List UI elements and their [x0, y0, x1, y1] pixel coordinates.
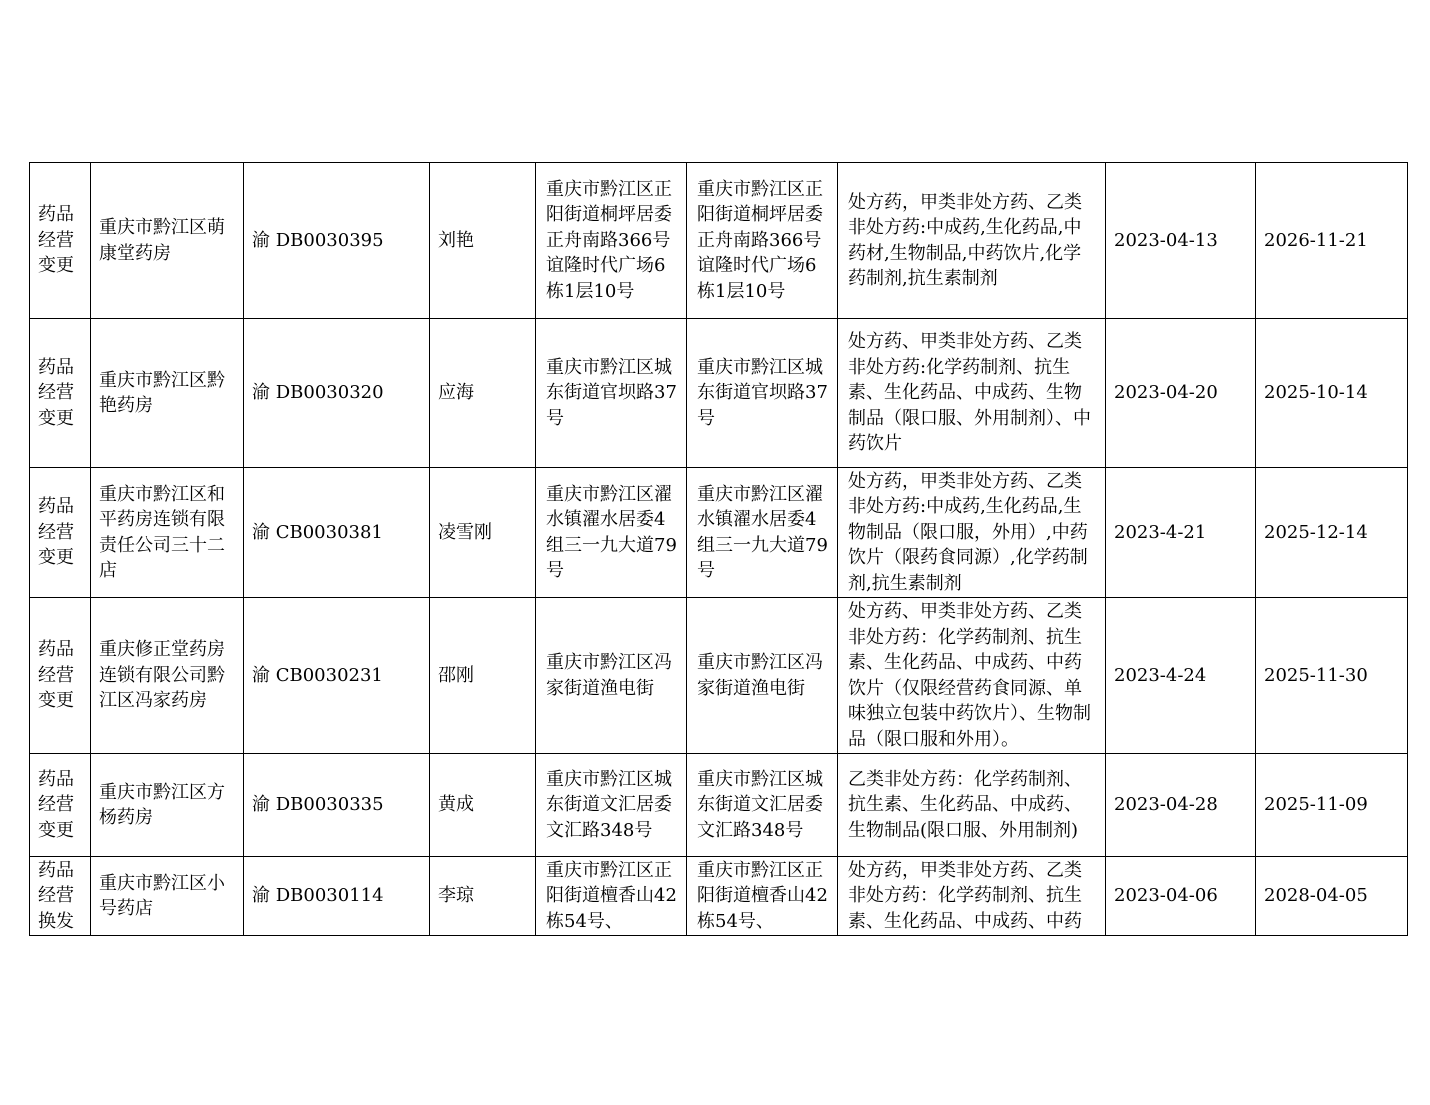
company-name-cell: 重庆市黔江区黔艳药房	[91, 319, 244, 468]
business-scope-cell: 乙类非处方药：化学药制剂、抗生素、生化药品、中成药、生物制品(限口服、外用制剂)	[838, 754, 1106, 857]
registered-address-cell: 重庆市黔江区城东街道文汇居委文汇路348号	[536, 754, 687, 857]
company-name-cell: 重庆修正堂药房连锁有限公司黔江区冯家药房	[91, 598, 244, 754]
legal-person-text: 李琼	[438, 885, 474, 907]
license-type-cell: 药品经营变更	[30, 319, 91, 468]
license-number-cell: 渝 DB0030335	[244, 754, 430, 857]
license-type-cell: 药品经营变更	[30, 468, 91, 598]
business-address-cell: 重庆市黔江区正阳街道桐坪居委正舟南路366号谊隆时代广场6栋1层10号	[687, 163, 838, 319]
expiry-date-cell: 2025-12-14	[1256, 468, 1408, 598]
company-name-cell: 重庆市黔江区方杨药房	[91, 754, 244, 857]
issue-date-cell: 2023-04-13	[1106, 163, 1256, 319]
business-address-cell	[687, 857, 838, 936]
company-name-text: 重庆市黔江区小号药店	[99, 872, 225, 919]
expiry-date-cell: 2025-10-14	[1256, 319, 1408, 468]
registered-address-cell: 重庆市黔江区濯水镇濯水居委4组三一九大道79号	[536, 468, 687, 598]
registered-address-cell	[536, 857, 687, 936]
license-type-cell	[30, 857, 91, 936]
legal-person-cell: 黄成	[430, 754, 536, 857]
license-number-cell: 渝 CB0030231	[244, 598, 430, 754]
table-row	[30, 468, 1408, 598]
license-table	[29, 162, 1408, 936]
license-number-text: 渝 DB0030114	[252, 885, 384, 907]
business-scope-text: 处方药，甲类非处方药、乙类非处方药：化学药制剂、抗生素、生化药品、中成药、中药	[848, 859, 1082, 932]
registered-address-cell: 重庆市黔江区城东街道官坝路37号	[536, 319, 687, 468]
issue-date-cell: 2023-04-20	[1106, 319, 1256, 468]
business-scope-cell: 处方药、甲类非处方药、乙类非处方药:化学药制剂、抗生素、生化药品、中成药、生物制品（限口服、外用制剂）、中药饮片	[838, 319, 1106, 468]
issue-date-cell: 2023-04-28	[1106, 754, 1256, 857]
license-type-cell: 药品经营变更	[30, 598, 91, 754]
legal-person-cell	[430, 857, 536, 936]
expiry-date-cell: 2025-11-09	[1256, 754, 1408, 857]
table-row	[30, 319, 1408, 468]
registered-address-cell: 重庆市黔江区冯家街道渔电街	[536, 598, 687, 754]
expiry-date-cell: 2025-11-30	[1256, 598, 1408, 754]
table-row	[30, 857, 1408, 936]
business-address-cell: 重庆市黔江区冯家街道渔电街	[687, 598, 838, 754]
business-scope-cell: 处方药，甲类非处方药、乙类非处方药:中成药,生化药品,生物制品（限口服，外用）,中药饮片（限药食同源）,化学药制剂,抗生素制剂	[838, 468, 1106, 598]
business-scope-cell: 处方药，甲类非处方药、乙类非处方药:中成药,生化药品,中药材,生物制品,中药饮片,化学药制剂,抗生素制剂	[838, 163, 1106, 319]
company-name-cell: 重庆市黔江区和平药房连锁有限责任公司三十二店	[91, 468, 244, 598]
legal-person-cell: 应海	[430, 319, 536, 468]
business-address-text: 重庆市黔江区正阳街道檀香山42栋54号、	[697, 859, 828, 932]
license-type-cell: 药品经营变更	[30, 754, 91, 857]
company-name-cell	[91, 857, 244, 936]
table-row	[30, 754, 1408, 857]
expiry-date-cell	[1256, 857, 1408, 936]
business-scope-cell: 处方药、甲类非处方药、乙类非处方药：化学药制剂、抗生素、生化药品、中成药、中药饮片（仅限经营药食同源、单味独立包装中药饮片）、生物制品（限口服和外用）。	[838, 598, 1106, 754]
legal-person-cell: 邵刚	[430, 598, 536, 754]
license-number-cell: 渝 DB0030395	[244, 163, 430, 319]
license-number-cell: 渝 DB0030320	[244, 319, 430, 468]
table-row	[30, 598, 1408, 754]
business-scope-cell	[838, 857, 1106, 936]
license-type-cell: 药品经营变更	[30, 163, 91, 319]
issue-date-text: 2023-04-06	[1114, 885, 1218, 907]
issue-date-cell: 2023-4-24	[1106, 598, 1256, 754]
license-type-text: 药品经营换发	[38, 859, 74, 932]
company-name-cell: 重庆市黔江区萌康堂药房	[91, 163, 244, 319]
table-row	[30, 163, 1408, 319]
business-address-cell: 重庆市黔江区濯水镇濯水居委4组三一九大道79号	[687, 468, 838, 598]
issue-date-cell	[1106, 857, 1256, 936]
expiry-date-cell: 2026-11-21	[1256, 163, 1408, 319]
license-number-cell	[244, 857, 430, 936]
business-address-cell: 重庆市黔江区城东街道文汇居委文汇路348号	[687, 754, 838, 857]
registered-address-cell: 重庆市黔江区正阳街道桐坪居委正舟南路366号谊隆时代广场6栋1层10号	[536, 163, 687, 319]
registered-address-text: 重庆市黔江区正阳街道檀香山42栋54号、	[546, 859, 677, 932]
legal-person-cell: 刘艳	[430, 163, 536, 319]
business-address-cell: 重庆市黔江区城东街道官坝路37号	[687, 319, 838, 468]
license-number-cell: 渝 CB0030381	[244, 468, 430, 598]
expiry-date-text: 2028-04-05	[1264, 885, 1368, 907]
issue-date-cell: 2023-4-21	[1106, 468, 1256, 598]
legal-person-cell: 凌雪刚	[430, 468, 536, 598]
